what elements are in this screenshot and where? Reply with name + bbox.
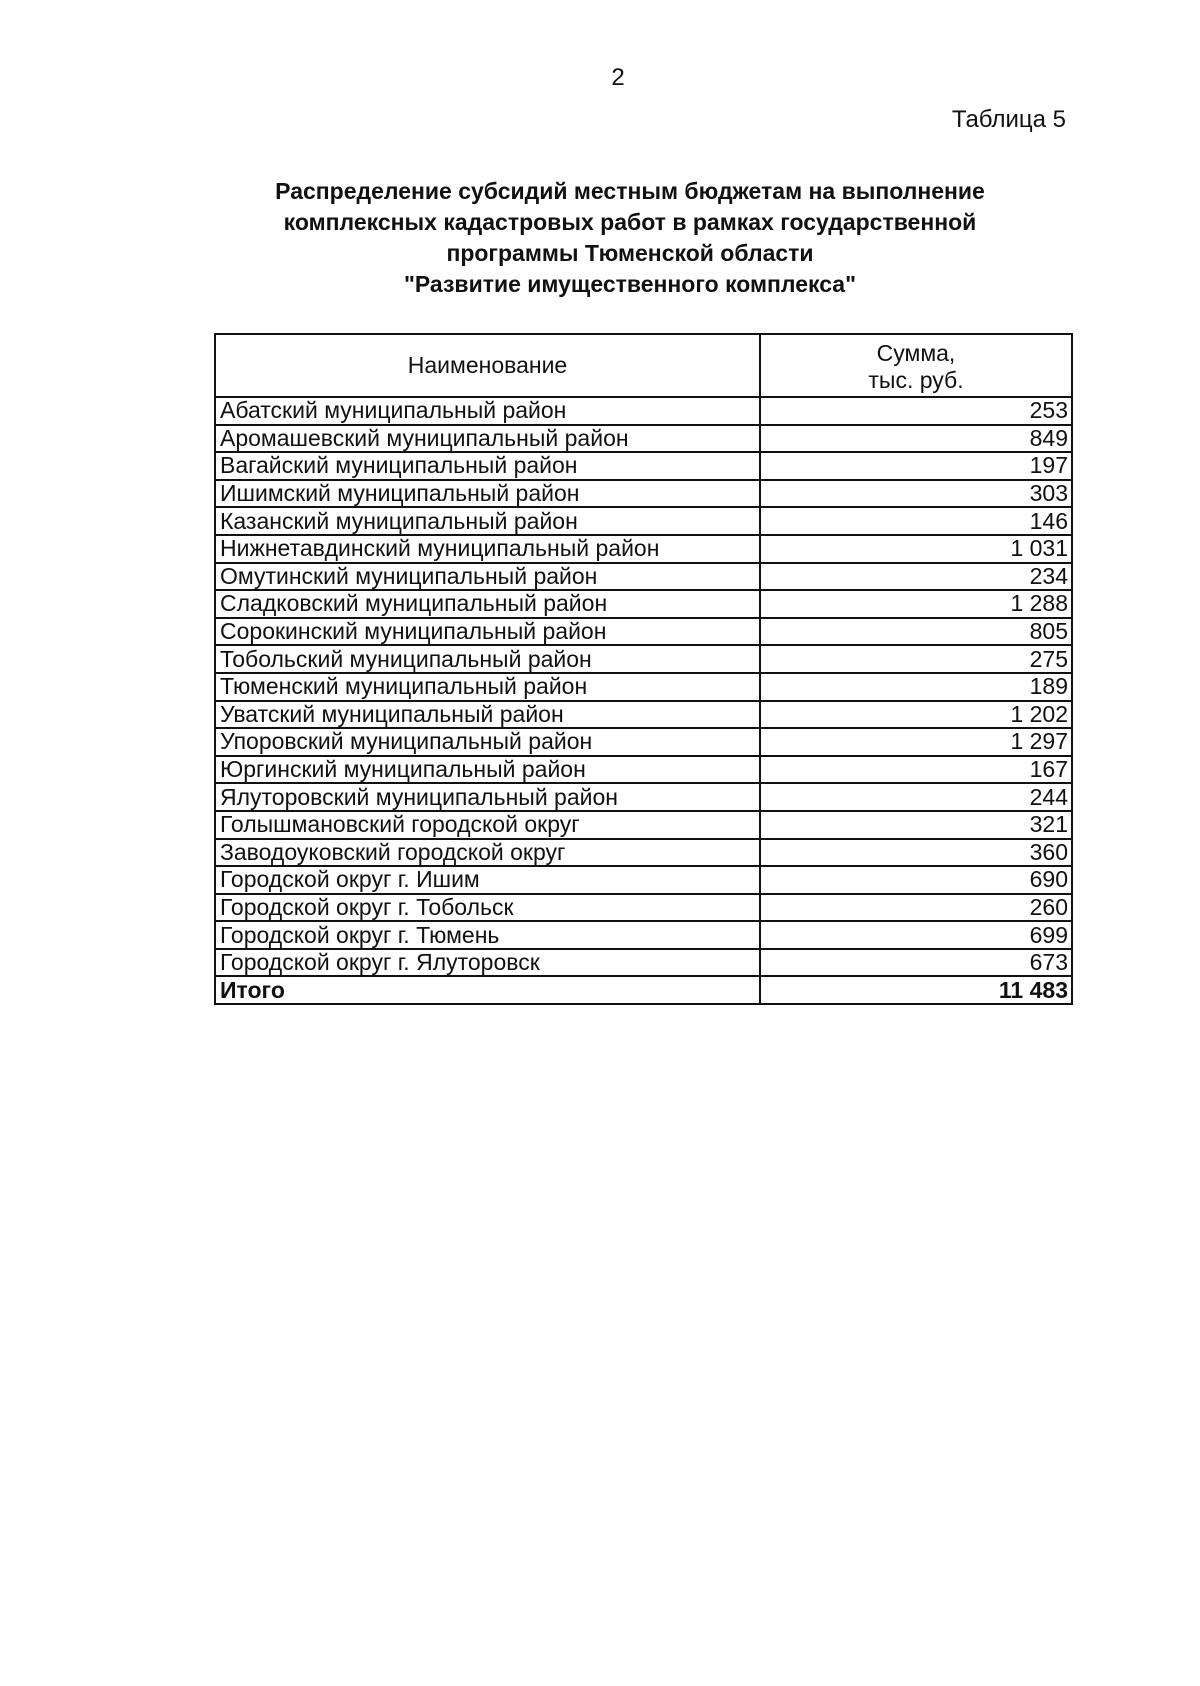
table-row — [215, 728, 1072, 756]
subsidy-sum: 260 — [760, 894, 1072, 922]
municipality-name: Заводоуковский городской округ — [215, 839, 760, 867]
municipality-name: Сладковский муниципальный район — [215, 590, 760, 618]
subsidy-sum: 699 — [760, 921, 1072, 949]
table-body — [215, 397, 1072, 1004]
subsidy-sum: 1 288 — [760, 590, 1072, 618]
municipality-name: Тобольский муниципальный район — [215, 645, 760, 673]
municipality-name: Ишимский муниципальный район — [215, 480, 760, 508]
table-row — [215, 452, 1072, 480]
table-row — [215, 480, 1072, 508]
table-row — [215, 949, 1072, 977]
subsidy-sum: 360 — [760, 839, 1072, 867]
subsidy-sum: 197 — [760, 452, 1072, 480]
municipality-name: Аромашевский муниципальный район — [215, 425, 760, 453]
column-header-sum-line: тыс. руб. — [868, 366, 964, 393]
column-header-sum-line: Сумма, — [876, 339, 956, 366]
subsidy-sum: 1 202 — [760, 701, 1072, 729]
table-row — [215, 590, 1072, 618]
title-line: "Развитие имущественного комплекса" — [403, 271, 856, 297]
document-title — [230, 176, 1030, 300]
table-row — [215, 866, 1072, 894]
subsidy-sum: 321 — [760, 811, 1072, 839]
subsidy-sum: 849 — [760, 425, 1072, 453]
municipality-name: Нижнетавдинский муниципальный район — [215, 535, 760, 563]
municipality-name: Вагайский муниципальный район — [215, 452, 760, 480]
table-row — [215, 563, 1072, 591]
municipality-name: Тюменский муниципальный район — [215, 673, 760, 701]
subsidy-sum: 805 — [760, 618, 1072, 646]
municipality-name: Сорокинский муниципальный район — [215, 618, 760, 646]
subsidy-sum: 1 297 — [760, 728, 1072, 756]
table-row — [215, 894, 1072, 922]
subsidy-sum: 244 — [760, 783, 1072, 811]
total-row — [215, 976, 1072, 1004]
municipality-name: Упоровский муниципальный район — [215, 728, 760, 756]
municipality-name: Ялуторовский муниципальный район — [215, 783, 760, 811]
title-line: Распределение субсидий местным бюджетам на выполнение — [275, 178, 985, 204]
table-row — [215, 756, 1072, 784]
table-row — [215, 397, 1072, 425]
subsidy-sum: 189 — [760, 673, 1072, 701]
subsidy-sum: 1 031 — [760, 535, 1072, 563]
page-number: 2 — [611, 64, 625, 91]
municipality-name: Городской округ г. Тобольск — [215, 894, 760, 922]
municipality-name: Казанский муниципальный район — [215, 507, 760, 535]
municipality-name: Абатский муниципальный район — [215, 397, 760, 425]
total-label: Итого — [215, 976, 760, 1004]
table-row — [215, 673, 1072, 701]
subsidy-table — [214, 333, 1073, 1005]
subsidy-sum: 690 — [760, 866, 1072, 894]
municipality-name: Городской округ г. Ишим — [215, 866, 760, 894]
subsidy-sum: 146 — [760, 507, 1072, 535]
municipality-name: Голышмановский городской округ — [215, 811, 760, 839]
subsidy-sum: 673 — [760, 949, 1072, 977]
title-line: комплексных кадастровых работ в рамках государственной — [283, 209, 977, 235]
table-row — [215, 783, 1072, 811]
table-row — [215, 618, 1072, 646]
subsidy-sum: 167 — [760, 756, 1072, 784]
total-sum: 11 483 — [760, 976, 1072, 1004]
title-line: программы Тюменской области — [446, 240, 814, 266]
municipality-name: Омутинский муниципальный район — [215, 563, 760, 591]
subsidy-sum: 234 — [760, 563, 1072, 591]
table-label: Таблица 5 — [951, 106, 1066, 133]
municipality-name: Уватский муниципальный район — [215, 701, 760, 729]
municipality-name: Городской округ г. Ялуторовск — [215, 949, 760, 977]
table-row — [215, 507, 1072, 535]
table-row — [215, 535, 1072, 563]
table-row — [215, 701, 1072, 729]
table-row — [215, 839, 1072, 867]
table-row — [215, 645, 1072, 673]
column-header-name: Наименование — [215, 334, 760, 397]
table-row — [215, 811, 1072, 839]
municipality-name: Юргинский муниципальный район — [215, 756, 760, 784]
table-header-row — [215, 334, 1072, 397]
subsidy-sum: 253 — [760, 397, 1072, 425]
municipality-name: Городской округ г. Тюмень — [215, 921, 760, 949]
column-header-sum — [760, 334, 1072, 397]
subsidy-sum: 275 — [760, 645, 1072, 673]
subsidy-sum: 303 — [760, 480, 1072, 508]
table-row — [215, 921, 1072, 949]
table-row — [215, 425, 1072, 453]
